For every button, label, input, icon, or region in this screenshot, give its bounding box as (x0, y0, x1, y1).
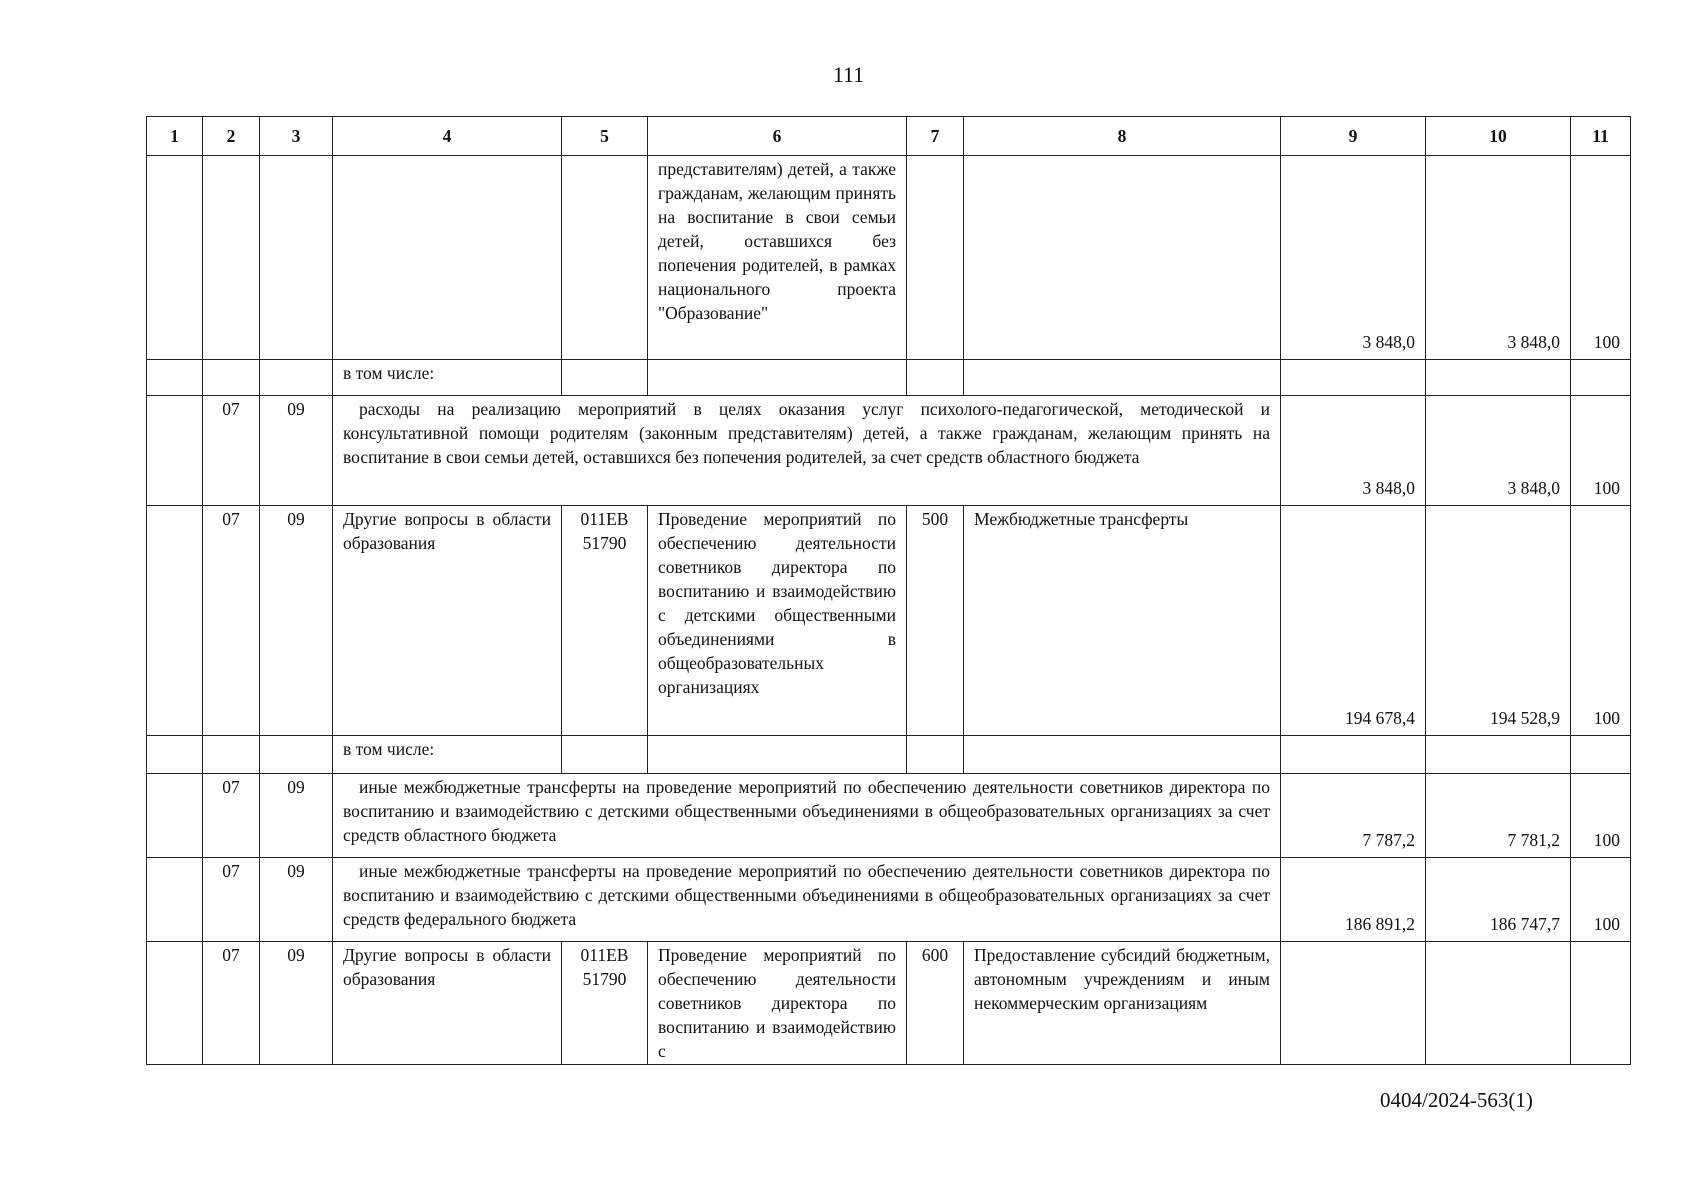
header-cell: 7 (907, 117, 964, 156)
header-cell: 4 (333, 117, 562, 156)
cell-section: 07 (203, 506, 260, 736)
cell-executed: 7 781,2 (1426, 774, 1571, 858)
cell-subsection: 09 (260, 506, 333, 736)
cell-expense-text: иные межбюджетные трансферты на проведение мероприятий по обеспечению деятельности советников директора по воспитанию и взаимодействию с детскими общественными объединениями в общеобразовательных организациях за счет средств федерального бюджета (333, 858, 1281, 942)
table-header-row (147, 117, 1631, 156)
header-cell: 1 (147, 117, 203, 156)
header-cell: 10 (1426, 117, 1571, 156)
document-code: 0404/2024-563(1) (1380, 1088, 1533, 1112)
cell-planned: 3 848,0 (1281, 156, 1426, 360)
cell-percent: 100 (1571, 396, 1631, 506)
cell-subsection: 09 (260, 942, 333, 1065)
table-row (147, 506, 1631, 736)
cell-planned: 7 787,2 (1281, 774, 1426, 858)
cell-section-name: Другие вопросы в области образования (333, 942, 562, 1065)
cell-target-code: 011ЕВ 51790 (562, 506, 648, 736)
cell-including: в том числе: (333, 360, 562, 396)
header-cell: 2 (203, 117, 260, 156)
table-row (147, 858, 1631, 942)
header-cell: 6 (648, 117, 907, 156)
cell-expense-type-name: Предоставление субсидий бюджетным, автономным учреждениям и иным некоммерческим организациям (964, 942, 1281, 1065)
cell-including: в том числе: (333, 736, 562, 774)
cell-section: 07 (203, 774, 260, 858)
table-row (147, 360, 1631, 396)
table-row (147, 156, 1631, 360)
cell-planned: 194 678,4 (1281, 506, 1426, 736)
table-row (147, 396, 1631, 506)
budget-table (146, 116, 1631, 1065)
cell-subsection: 09 (260, 858, 333, 942)
cell-description: Проведение мероприятий по обеспечению деятельности советников директора по воспитанию и взаимодействию с детскими общественными объединениями в общеобразовательных организациях (648, 506, 907, 736)
cell-percent: 100 (1571, 156, 1631, 360)
cell-expense-type-name: Межбюджетные трансферты (964, 506, 1281, 736)
header-cell: 9 (1281, 117, 1426, 156)
cell-section: 07 (203, 858, 260, 942)
cell-section: 07 (203, 396, 260, 506)
cell-expense-type: 600 (907, 942, 964, 1065)
header-cell: 8 (964, 117, 1281, 156)
cell-planned: 186 891,2 (1281, 858, 1426, 942)
cell-executed: 3 848,0 (1426, 156, 1571, 360)
cell-executed: 3 848,0 (1426, 396, 1571, 506)
table-row (147, 736, 1631, 774)
cell-subsection: 09 (260, 774, 333, 858)
cell-percent: 100 (1571, 506, 1631, 736)
header-cell: 3 (260, 117, 333, 156)
cell-expense-type: 500 (907, 506, 964, 736)
cell-section-name: Другие вопросы в области образования (333, 506, 562, 736)
header-cell: 11 (1571, 117, 1631, 156)
cell-percent: 100 (1571, 774, 1631, 858)
cell-percent: 100 (1571, 858, 1631, 942)
cell-expense-text: расходы на реализацию мероприятий в целях оказания услуг психолого-педагогической, методической и консультативной помощи родителям (законным представителям) детей, а также гражданам, желающим принять на воспитание в свои семьи детей, оставшихся без попечения родителей, за счет средств областного бюджета (333, 396, 1281, 506)
table-row (147, 942, 1631, 1065)
cell-executed: 186 747,7 (1426, 858, 1571, 942)
cell-planned: 3 848,0 (1281, 396, 1426, 506)
cell-executed: 194 528,9 (1426, 506, 1571, 736)
cell-section: 07 (203, 942, 260, 1065)
cell-description: Проведение мероприятий по обеспечению деятельности советников директора по воспитанию и взаимодействию с (648, 942, 907, 1065)
cell-expense-text: иные межбюджетные трансферты на проведение мероприятий по обеспечению деятельности советников директора по воспитанию и взаимодействию с детскими общественными объединениями в общеобразовательных организациях за счет средств областного бюджета (333, 774, 1281, 858)
page-number: 111 (832, 62, 865, 87)
cell-description: представителям) детей, а также гражданам, желающим принять на воспитание в свои семьи детей, оставшихся без попечения родителей, в рамках национального проекта "Образование" (648, 156, 907, 360)
cell-target-code: 011ЕВ 51790 (562, 942, 648, 1065)
cell-subsection: 09 (260, 396, 333, 506)
header-cell: 5 (562, 117, 648, 156)
table-row (147, 774, 1631, 858)
